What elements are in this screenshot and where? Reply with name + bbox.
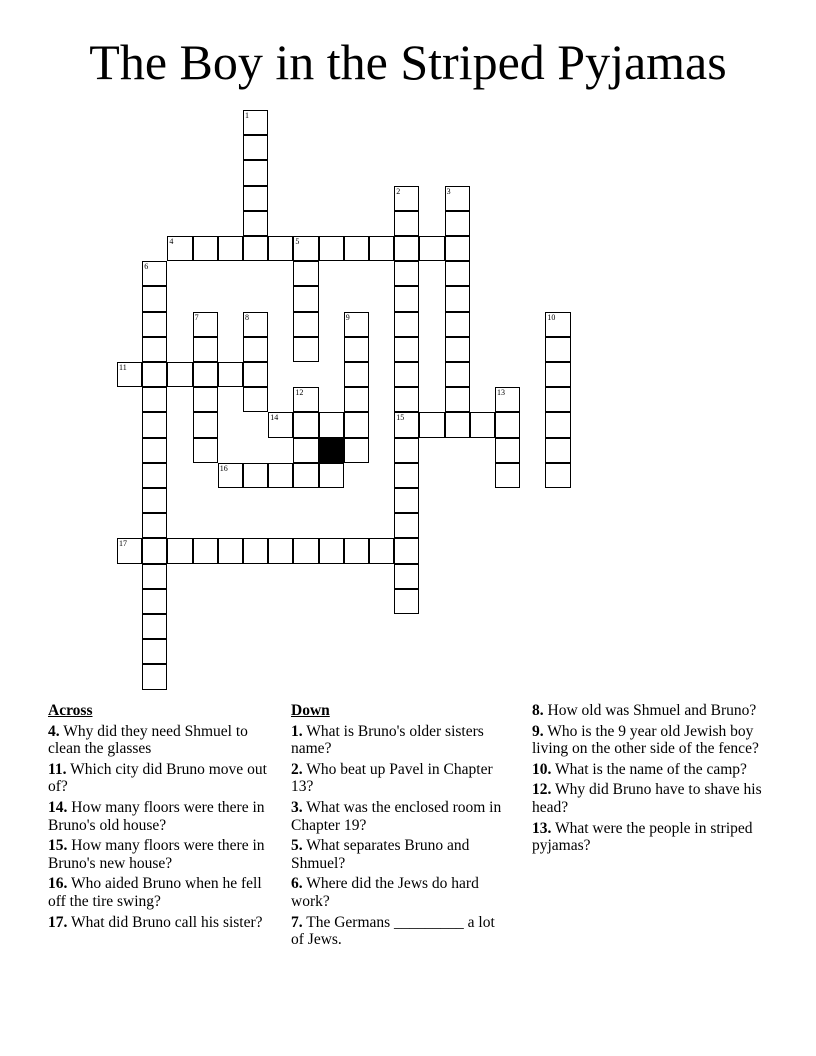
grid-cell[interactable] [142,463,167,488]
grid-cell[interactable] [319,463,344,488]
grid-cell[interactable] [193,362,218,387]
grid-cell[interactable] [394,312,419,337]
grid-cell[interactable] [394,286,419,311]
grid-cell[interactable] [218,362,243,387]
clue-number: 1 [245,111,249,120]
grid-cell[interactable] [117,362,142,387]
clue-number: 3 [446,186,451,196]
down-clues [291,702,511,952]
grid-cell[interactable] [293,538,318,563]
grid-cell[interactable] [193,337,218,362]
grid-cell[interactable] [243,463,268,488]
grid-cell[interactable] [218,538,243,563]
grid-cell[interactable] [243,160,268,185]
grid-cell[interactable] [167,362,192,387]
grid-cell[interactable] [293,438,318,463]
grid-cell[interactable] [243,211,268,236]
grid-cell[interactable] [319,236,344,261]
grid-cell[interactable] [394,564,419,589]
clue-number: 12 [295,388,304,398]
clue-number: 2 [396,186,401,196]
grid-cell[interactable] [243,362,268,387]
grid-cell[interactable] [445,337,470,362]
grid-cell[interactable] [495,463,520,488]
grid-cell[interactable] [293,286,318,311]
grid-cell[interactable] [545,337,570,362]
grid-cell[interactable] [344,236,369,261]
clue-number: 9 [345,312,350,322]
grid-cell[interactable] [394,362,419,387]
grid-cell[interactable] [293,312,318,337]
across-clues [48,702,268,934]
grid-cell[interactable] [445,362,470,387]
grid-cell[interactable] [419,412,444,437]
grid-cell[interactable] [344,312,369,337]
clue-across-11: 11. Which city did Bruno move out of? [48,760,267,796]
grid-cell[interactable] [545,362,570,387]
clue-number: 8 [245,312,249,322]
puzzle-title: The Boy in the Striped Pyjamas [89,34,727,90]
grid-cell[interactable] [293,387,318,412]
grid-cell[interactable] [445,211,470,236]
clue-down-5: 5. What separates Bruno and Shmuel? [291,837,470,872]
grid-cell[interactable] [495,412,520,437]
clue-number: 7 [194,312,199,322]
grid-cell[interactable] [142,513,167,538]
grid-cell[interactable] [344,337,369,362]
grid-cell[interactable] [495,387,520,412]
grid-cell[interactable] [293,337,318,362]
grid-cell[interactable] [394,236,419,261]
grid-cell[interactable] [142,488,167,513]
clue-number: 6 [144,262,149,272]
grid-cell[interactable] [193,387,218,412]
grid-cell[interactable] [293,236,318,261]
grid-cell[interactable] [142,387,167,412]
grid-cell[interactable] [545,312,570,337]
clue-number: 14 [270,413,279,423]
grid-cell[interactable] [344,412,369,437]
grid-cell[interactable] [193,538,218,563]
grid-cell[interactable] [243,387,268,412]
grid-cell[interactable] [167,538,192,563]
grid-cell[interactable] [394,463,419,488]
clue-number: 13 [497,388,505,398]
grid-cell[interactable] [218,463,243,488]
grid-cell[interactable] [243,186,268,211]
grid-cell[interactable] [394,387,419,412]
clue-down-6: 6. Where did the Jews do hard work? [291,875,479,910]
grid-cell[interactable] [193,236,218,261]
grid-cell[interactable] [445,387,470,412]
down-clues-continued [532,702,772,858]
clue-down-9: 9. Who is the 9 year old Jewish boy living on the other side of the fence? [532,722,759,758]
grid-cell[interactable] [445,186,470,211]
grid-cell[interactable] [545,463,570,488]
grid-cell[interactable] [394,488,419,513]
grid-cell[interactable] [193,438,218,463]
clue-across-16: 16. Who aided Bruno when he fell off the tire swing? [48,875,262,910]
grid-cell[interactable] [445,261,470,286]
grid-cell[interactable] [142,438,167,463]
clue-number: 10 [547,312,556,322]
grid-cell[interactable] [545,438,570,463]
grid-cell[interactable] [142,337,167,362]
grid-cell[interactable] [470,412,495,437]
grid-cell[interactable] [445,236,470,261]
grid-cell[interactable] [142,639,167,664]
grid-cell[interactable] [293,412,318,437]
clue-down-1: 1. What is Bruno's older sisters name? [291,722,484,758]
grid-cell[interactable] [193,412,218,437]
grid-cell[interactable] [419,236,444,261]
clue-down-7: 7. The Germans _________ a lot of Jews. [291,913,495,949]
grid-cell[interactable] [369,236,394,261]
grid-cell[interactable] [243,135,268,160]
grid-cell[interactable] [243,337,268,362]
grid-cell[interactable] [142,412,167,437]
clue-down-10: 10. What is the name of the camp? [532,760,747,778]
grid-cell[interactable] [319,538,344,563]
grid-cell[interactable] [142,614,167,639]
clue-across-4: 4. Why did they need Shmuel to clean the glasses [48,722,248,758]
grid-cell[interactable] [445,286,470,311]
grid-cell[interactable] [319,412,344,437]
grid-cell[interactable] [193,312,218,337]
grid-cell[interactable] [344,438,369,463]
grid-cell[interactable] [495,438,520,463]
clue-number: 16 [219,463,228,473]
down-heading: Down [291,702,330,719]
grid-cell[interactable] [243,538,268,563]
grid-cell[interactable] [268,412,293,437]
grid-cell[interactable] [394,186,419,211]
grid-cell[interactable] [268,463,293,488]
grid-cell[interactable] [293,463,318,488]
grid-cell[interactable] [268,538,293,563]
grid-cell[interactable] [445,412,470,437]
grid-cell[interactable] [167,236,192,261]
grid-cell[interactable] [545,387,570,412]
grid-cell[interactable] [142,312,167,337]
grid-cell[interactable] [243,236,268,261]
grid-cell[interactable] [394,438,419,463]
grid-cell[interactable] [394,337,419,362]
clue-down-12: 12. Why did Bruno have to shave his head? [532,781,762,816]
grid-cell[interactable] [142,286,167,311]
clue-across-14: 14. How many floors were there in Bruno's old house? [48,798,265,834]
grid-cell[interactable] [394,211,419,236]
grid-cell[interactable] [394,538,419,563]
grid-cell[interactable] [394,589,419,614]
clue-number: 4 [169,237,174,246]
clue-across-17: 17. What did Bruno call his sister? [48,913,263,931]
grid-cell[interactable] [344,538,369,563]
grid-cell[interactable] [142,261,167,286]
grid-cell[interactable] [218,236,243,261]
grid-cell[interactable] [293,261,318,286]
clue-down-3: 3. What was the enclosed room in Chapter 19? [291,798,502,834]
clue-number: 17 [119,539,127,549]
grid-cell[interactable] [344,387,369,412]
grid-cell[interactable] [142,564,167,589]
grid-cell[interactable] [243,312,268,337]
grid-cell[interactable] [117,538,142,563]
grid-cell[interactable] [344,362,369,387]
across-heading: Across [48,702,93,719]
grid-cell[interactable] [394,412,419,437]
grid-cell[interactable] [268,236,293,261]
clue-number: 11 [119,363,127,372]
clue-down-8: 8. How old was Shmuel and Bruno? [532,702,757,719]
clue-number: 15 [396,413,405,423]
clue-down-2: 2. Who beat up Pavel in Chapter 13? [291,760,493,796]
grid-cell[interactable] [142,589,167,614]
grid-cell[interactable] [394,513,419,538]
grid-cell[interactable] [142,362,167,387]
black-square [319,438,344,463]
grid-cell[interactable] [142,664,167,689]
grid-cell[interactable] [394,261,419,286]
grid-cell[interactable] [142,538,167,563]
grid-cell[interactable] [369,538,394,563]
grid-cell[interactable] [445,312,470,337]
clue-down-13: 13. What were the people in striped pyjamas? [532,819,753,855]
clue-number: 5 [295,237,300,246]
grid-cell[interactable] [243,110,268,135]
grid-cell[interactable] [545,412,570,437]
clue-across-15: 15. How many floors were there in Bruno's new house? [48,837,265,872]
